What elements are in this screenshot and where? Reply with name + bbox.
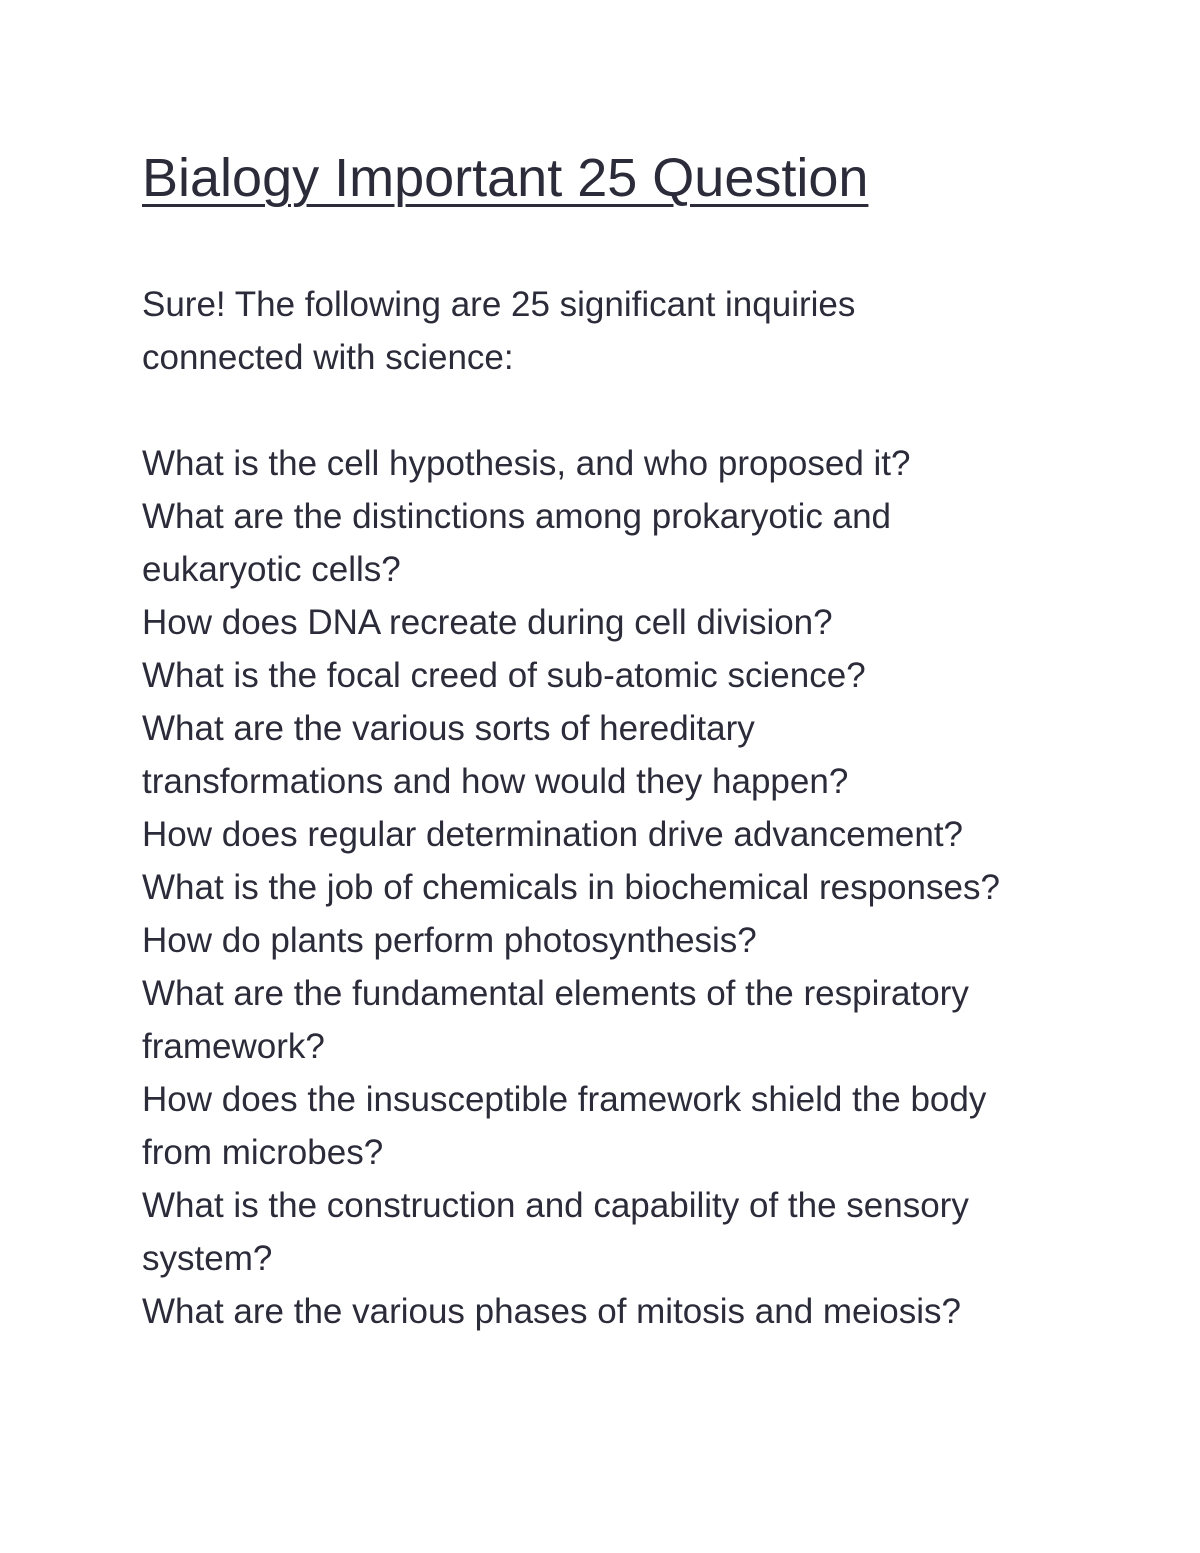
question-item: What is the construction and capability of the sensory system? bbox=[142, 1186, 969, 1278]
document-content bbox=[142, 140, 1102, 1338]
question-item: How does DNA recreate during cell division? bbox=[142, 603, 833, 642]
question-item: What are the fundamental elements of the respiratory framework? bbox=[142, 974, 969, 1066]
question-item: What is the cell hypothesis, and who proposed it? bbox=[142, 444, 911, 483]
question-item: What are the distinctions among prokaryotic and eukaryotic cells? bbox=[142, 497, 891, 589]
question-item: What is the focal creed of sub-atomic science? bbox=[142, 656, 866, 695]
question-item: What are the various sorts of hereditary transformations and how would they happen? bbox=[142, 709, 849, 801]
question-item: What are the various phases of mitosis and meiosis? bbox=[142, 1292, 961, 1331]
intro-paragraph: Sure! The following are 25 significant inquiries connected with science: bbox=[142, 285, 856, 377]
question-item: How does the insusceptible framework shield the body from microbes? bbox=[142, 1080, 987, 1172]
question-item: What is the job of chemicals in biochemical responses? bbox=[142, 868, 1000, 907]
question-list bbox=[142, 437, 1102, 1338]
question-item: How do plants perform photosynthesis? bbox=[142, 921, 757, 960]
question-item: How does regular determination drive advancement? bbox=[142, 815, 964, 854]
document-title: Bialogy Important 25 Question bbox=[142, 148, 869, 208]
